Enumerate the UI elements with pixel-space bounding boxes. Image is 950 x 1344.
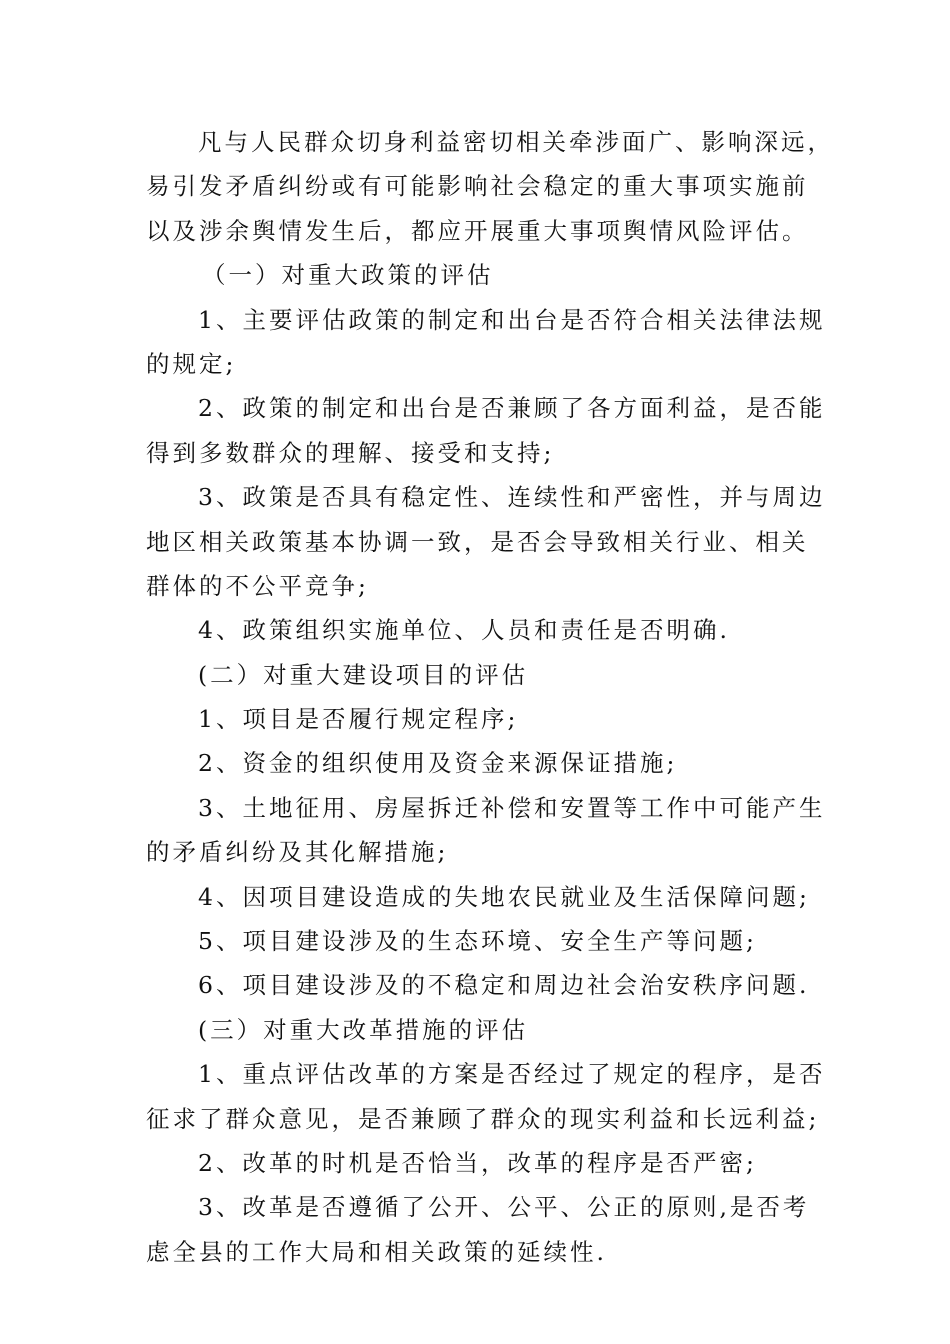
paragraph-line: 得到多数群众的理解、接受和支持; bbox=[146, 438, 555, 467]
paragraph-line: 2、政策的制定和出台是否兼顾了各方面利益，是否能 bbox=[198, 394, 826, 423]
paragraph-line: 5、项目建设涉及的生态环境、安全生产等问题; bbox=[198, 927, 757, 956]
paragraph-line: 虑全县的工作大局和相关政策的延续性. bbox=[146, 1237, 607, 1266]
paragraph-line: 1、项目是否履行规定程序; bbox=[198, 705, 519, 734]
paragraph-line: 的规定; bbox=[146, 349, 237, 378]
paragraph-line: 4、政策组织实施单位、人员和责任是否明确. bbox=[198, 616, 730, 645]
paragraph-line: 地区相关政策基本协调一致，是否会导致相关行业、相关 bbox=[146, 527, 809, 556]
paragraph-line: 凡与人民群众切身利益密切相关牵涉面广、影响深远， bbox=[198, 128, 834, 156]
document-body bbox=[146, 120, 834, 1274]
section-heading-construction: (二）对重大建设项目的评估 bbox=[198, 660, 529, 689]
section-heading-reform: (三）对重大改革措施的评估 bbox=[198, 1015, 529, 1044]
paragraph-line: 3、改革是否遵循了公开、公平、公正的原则,是否考 bbox=[198, 1193, 810, 1222]
paragraph-line: 易引发矛盾纠纷或有可能影响社会稳定的重大事项实施前 bbox=[146, 172, 809, 201]
paragraph-line: 1、主要评估政策的制定和出台是否符合相关法律法规 bbox=[198, 305, 826, 334]
paragraph-line: 的矛盾纠纷及其化解措施; bbox=[146, 838, 449, 867]
paragraph-line: 4、因项目建设造成的失地农民就业及生活保障问题; bbox=[198, 882, 810, 911]
paragraph-line: 6、项目建设涉及的不稳定和周边社会治安秩序问题. bbox=[198, 971, 810, 1000]
paragraph-line: 3、政策是否具有稳定性、连续性和严密性，并与周边 bbox=[198, 483, 826, 512]
paragraph-line: 3、土地征用、房屋拆迁补偿和安置等工作中可能产生 bbox=[198, 793, 826, 822]
paragraph-line: 1、重点评估改革的方案是否经过了规定的程序，是否 bbox=[198, 1060, 826, 1089]
paragraph-line: 2、改革的时机是否恰当，改革的程序是否严密; bbox=[198, 1148, 757, 1177]
paragraph-line: 征求了群众意见，是否兼顾了群众的现实利益和长远利益; bbox=[146, 1104, 820, 1133]
paragraph-line: 以及涉余舆情发生后，都应开展重大事项舆情风险评估。 bbox=[146, 216, 809, 245]
section-heading-policy: （一）对重大政策的评估 bbox=[202, 261, 494, 290]
paragraph-line: 2、资金的组织使用及资金来源保证措施; bbox=[198, 749, 678, 778]
paragraph-line: 群体的不公平竞争; bbox=[146, 571, 369, 600]
